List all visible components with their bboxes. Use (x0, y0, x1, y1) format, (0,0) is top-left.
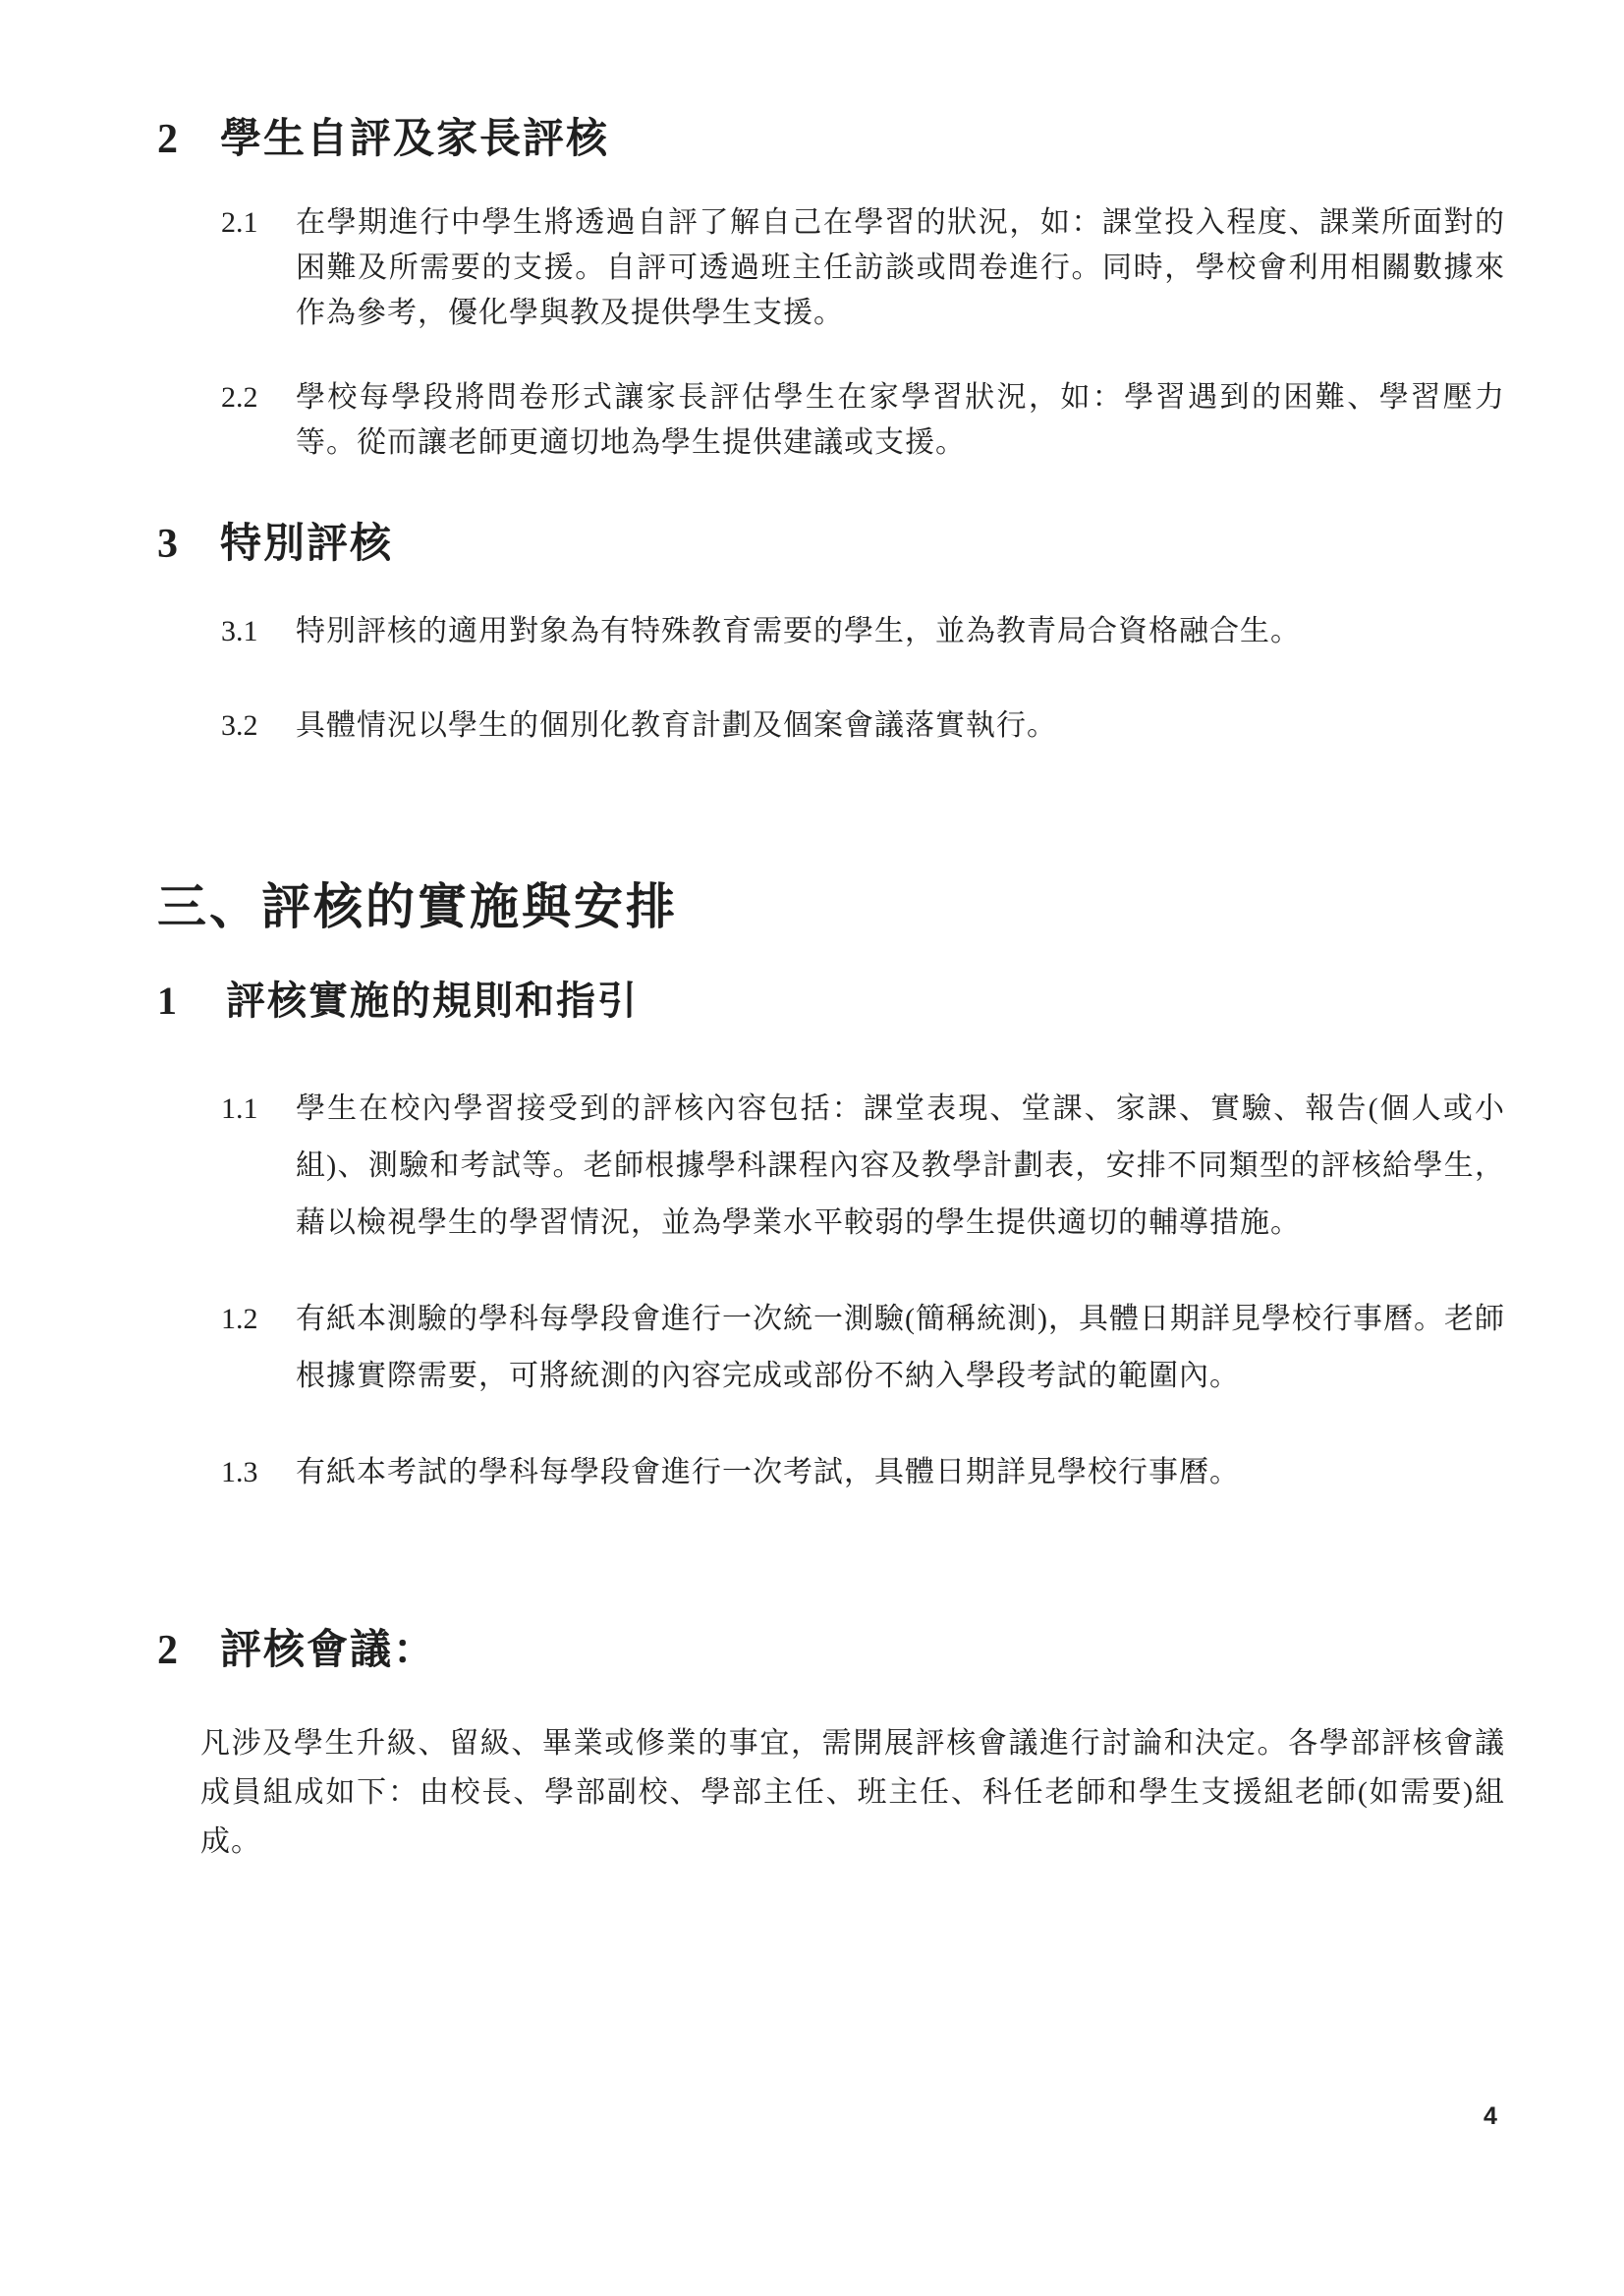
list-item-3-2 (221, 703, 1505, 749)
meeting-paragraph: 凡涉及學生升級、留級、畢業或修業的事宜，需開展評核會議進行討論和決定。各學部評核會議成員組成如下：由校長、學部副校、學部主任、班主任、科任老師和學生支援組老師(如需要)組成。 (200, 1727, 1505, 1858)
list-item-number: 3.2 (221, 709, 258, 742)
list-item-2-1 (221, 200, 1505, 336)
list-item-number: 2.2 (221, 381, 258, 414)
list-item-number: 1.1 (221, 1092, 258, 1125)
list-item-text: 學生在校內學習接受到的評核內容包括：課堂表現、堂課、家課、實驗、報告(個人或小組)、測驗和考試等。老師根據學科課程內容及教學計劃表，安排不同類型的評核給學生，藉以檢視學生的學習情況，並為學業水平較弱的學生提供適切的輔導措施。 (296, 1092, 1505, 1239)
list-item-1-2 (221, 1291, 1505, 1405)
list-item-number: 2.1 (221, 206, 258, 239)
section-number: 1 (157, 979, 177, 1023)
list-item-number: 1.2 (221, 1303, 258, 1335)
list-item-1-3 (221, 1444, 1505, 1501)
list-item-text: 具體情況以學生的個別化教育計劃及個案會議落實執行。 (296, 709, 1057, 742)
section-heading-student-self-assessment (157, 114, 1505, 165)
list-item-number: 1.3 (221, 1456, 258, 1488)
page-number: 4 (1484, 2102, 1497, 2130)
list-item-text: 學校每學段將問卷形式讓家長評估學生在家學習狀況，如：學習遇到的困難、學習壓力等。從而讓老師更適切地為學生提供建議或支援。 (296, 381, 1505, 459)
list-item-text: 有紙本測驗的學科每學段會進行一次統一測驗(簡稱統測)，具體日期詳見學校行事曆。老師根據實際需要，可將統測的內容完成或部份不納入學段考試的範圍內。 (296, 1303, 1505, 1392)
section-title: 評核實施的規則和指引 (226, 979, 639, 1023)
list-item-number: 3.1 (221, 615, 258, 647)
section-title: 特別評核 (220, 522, 394, 567)
list-item-text: 特別評核的適用對象為有特殊教育需要的學生，並為教青局合資格融合生。 (296, 615, 1301, 647)
list-item-text: 有紙本考試的學科每學段會進行一次考試，具體日期詳見學校行事曆。 (296, 1456, 1240, 1488)
section-heading-assessment-meeting (157, 1625, 1505, 1676)
document-content (157, 114, 1505, 1867)
section-heading-rules-guidelines (157, 977, 1505, 1026)
list-item-2-2 (221, 375, 1505, 466)
list-item-3-1 (221, 609, 1505, 654)
section-number: 3 (157, 522, 178, 567)
section-heading-special-assessment (157, 519, 1505, 570)
list-item-1-1 (221, 1081, 1505, 1252)
section-number: 2 (157, 117, 178, 162)
section-title: 學生自評及家長評核 (220, 117, 610, 162)
part-heading-implementation: 三、評核的實施與安排 (157, 879, 678, 934)
section-title: 評核會議： (220, 1628, 437, 1673)
list-item-text: 在學期進行中學生將透過自評了解自己在學習的狀況，如：課堂投入程度、課業所面對的困難及所需要的支援。自評可透過班主任訪談或問卷進行。同時，學校會利用相關數據來作為參考，優化學與教及提供學生支援。 (296, 206, 1505, 329)
section-number: 2 (157, 1628, 178, 1673)
